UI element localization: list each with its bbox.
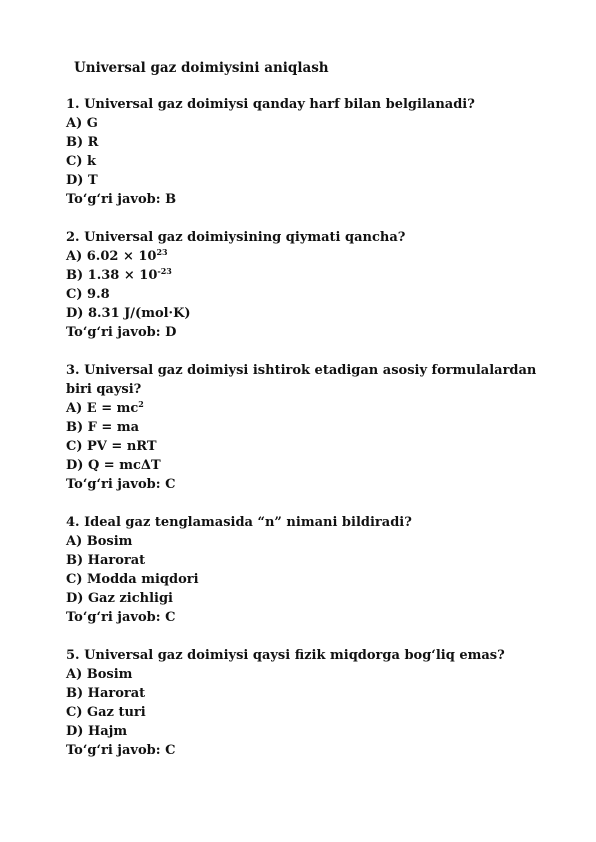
option-b: B) R <box>66 135 99 150</box>
option-a: A) Bosim <box>66 534 133 549</box>
question-5 <box>66 646 566 760</box>
question-list <box>66 95 566 779</box>
question-text: 5. Universal gaz doimiysi qaysi fizik miqdorga bog‘liq emas? <box>66 648 505 663</box>
option-a: A) Bosim <box>66 667 133 682</box>
correct-answer: To‘g‘ri javob: C <box>66 610 176 625</box>
option-a: A) $E = mc^2$ <box>66 399 144 416</box>
question-text: 2. Universal gaz doimiysining qiymati qancha? <box>66 230 406 245</box>
question-2 <box>66 228 566 342</box>
option-d: D) 8.31 J/(mol·K) <box>66 306 191 321</box>
option-c: C) Modda miqdori <box>66 572 199 587</box>
option-c: C) 9.8 <box>66 287 110 302</box>
correct-answer: To‘g‘ri javob: C <box>66 477 176 492</box>
option-a: A) $6.02 \times 10^{23}$ <box>66 247 168 264</box>
correct-answer: To‘g‘ri javob: C <box>66 743 176 758</box>
option-b: B) F = ma <box>66 420 140 435</box>
correct-answer: To‘g‘ri javob: B <box>66 192 177 207</box>
option-d: D) T <box>66 173 98 188</box>
option-c: C) PV = nRT <box>66 439 157 454</box>
option-c: C) k <box>66 154 97 169</box>
document-title: Universal gaz doimiysini aniqlash <box>74 60 329 76</box>
question-text: 1. Universal gaz doimiysi qanday harf bilan belgilanadi? <box>66 97 475 112</box>
option-d: D) Hajm <box>66 724 128 739</box>
correct-answer: To‘g‘ri javob: D <box>66 325 177 340</box>
question-1 <box>66 95 566 209</box>
question-4 <box>66 513 566 627</box>
option-b: B) Harorat <box>66 553 146 568</box>
question-text: 3. Universal gaz doimiysi ishtirok etadigan asosiy formulalardan biri qaysi? <box>66 363 537 397</box>
question-text: 4. Ideal gaz tenglamasida “n” nimani bildiradi? <box>66 515 412 530</box>
question-3 <box>66 361 566 494</box>
option-b: B) Harorat <box>66 686 146 701</box>
option-c: C) Gaz turi <box>66 705 146 720</box>
option-d: D) Q = mcΔT <box>66 458 161 473</box>
option-d: D) Gaz zichligi <box>66 591 173 606</box>
option-a: A) G <box>66 116 98 131</box>
option-b: B) $1.38 \times 10^{-23}$ <box>66 266 172 283</box>
